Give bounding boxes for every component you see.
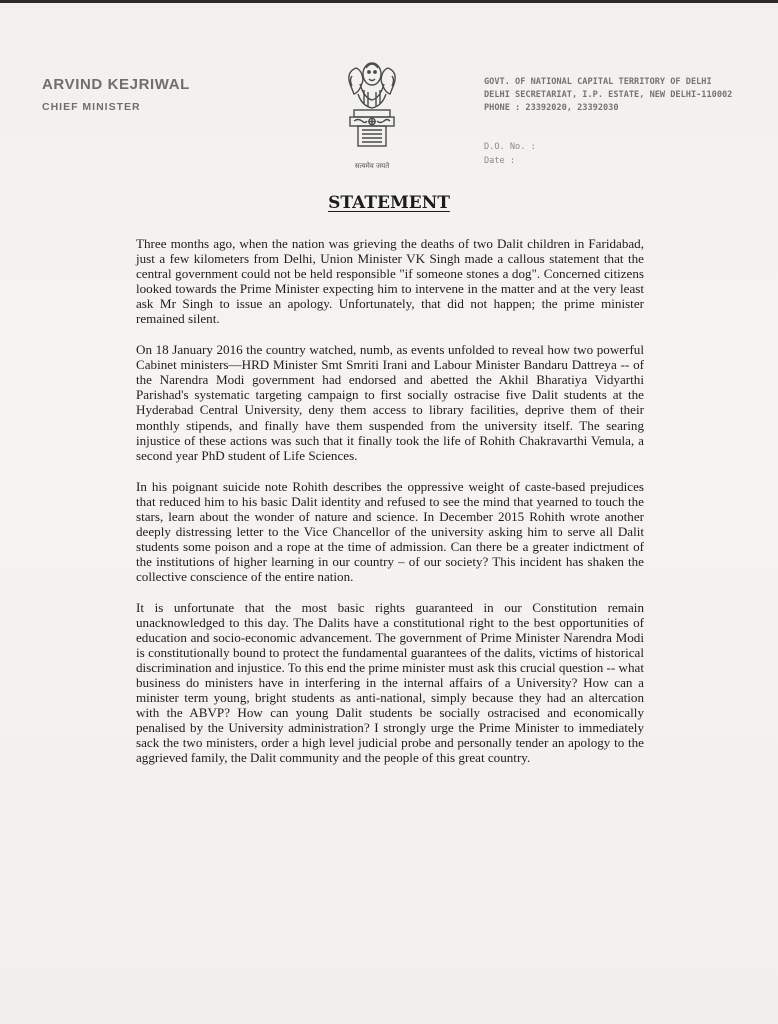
paragraph-1: Three months ago, when the nation was grieving the deaths of two Dalit children in Faridabad, just a few kilometers from Delhi, Union Minister VK Singh made a callous statement that the central government could not be held responsible "if someone stones a dog". Concerned citizens looked towards the Prime Minister expecting him to intervene in the matter and at the very least ask Mr Singh to issue an apology. Unfortunately, that did not happen; the prime minister remained silent. — [136, 236, 644, 327]
state-emblem — [336, 54, 408, 172]
sender-title: CHIEF MINISTER — [42, 101, 141, 113]
do-number-label: D.O. No. : — [484, 142, 536, 152]
statement-body — [136, 236, 644, 782]
office-line-1: GOVT. OF NATIONAL CAPITAL TERRITORY OF DELHI — [484, 77, 712, 87]
letterhead-sender — [42, 76, 190, 113]
document-title: STATEMENT — [328, 193, 450, 213]
office-address-block — [484, 76, 732, 115]
paragraph-2: On 18 January 2016 the country watched, numb, as events unfolded to reveal how two powerful Cabinet ministers—HRD Minister Smt Smriti Irani and Labour Minister Bandaru Dattreya -- of the Narendra Modi government had endorsed and abetted the Akhil Bharatiya Vidyarthi Parishad's systematic targeting campaign to first socially ostracise five Dalit students at the Hyderabad Central University, deny them access to library facilities, deprive them of their monthly stipends, and finally have them suspended from the university itself. The searing injustice of these actions was such that it finally took the life of Rohith Chakravarthi Vemula, a second year PhD student of Life Sciences. — [136, 342, 644, 463]
paragraph-4: It is unfortunate that the most basic rights guaranteed in our Constitution remain unacknowledged to this day. The Dalits have a constitutional right to the best opportunities of education and socio-economic advancement. The government of Prime Minister Narendra Modi is constitutionally bound to protect the fundamental guarantees of the dalits, victims of historical discrimination and injustice. To this end the prime minister must ask this crucial question -- what business do ministers have in interfering in the internal affairs of a University? How can a minister term young, bright students as anti-national, simply because they had an altercation with the ABVP? How can young Dalit students be socially ostracised and economically penalised by the University administration? I strongly urge the Prime Minister to immediately sack the two ministers, order a high level judicial probe and personally tender an apology to the aggrieved family, the Dalit community and the people of this great country. — [136, 599, 644, 766]
lion-capital-emblem-icon — [336, 54, 408, 160]
sender-name: ARVIND KEJRIWAL — [42, 76, 190, 93]
top-edge-rule — [0, 0, 778, 3]
date-label: Date : — [484, 156, 516, 166]
office-phone: PHONE : 23392020, 23392030 — [484, 103, 619, 113]
paragraph-3: In his poignant suicide note Rohith describes the oppressive weight of caste-based prejudices that reduced him to his basic Dalit identity and refused to see the mind that yearned to touch the stars, learn about the wonder of nature and science. In December 2015 Rohith wrote another deeply distressing letter to the Vice Chancellor of the university asking him to serve all Dalit students some poison and a rope at the time of admission. Can there be a greater indictment of the institutions of higher learning in our country – of our society? This incident has shaken the collective conscience of the entire nation. — [136, 478, 644, 584]
emblem-motto: सत्यमेव जयते — [354, 162, 390, 170]
reference-block — [484, 140, 536, 168]
office-line-2: DELHI SECRETARIAT, I.P. ESTATE, NEW DELHI-110002 — [484, 90, 733, 100]
